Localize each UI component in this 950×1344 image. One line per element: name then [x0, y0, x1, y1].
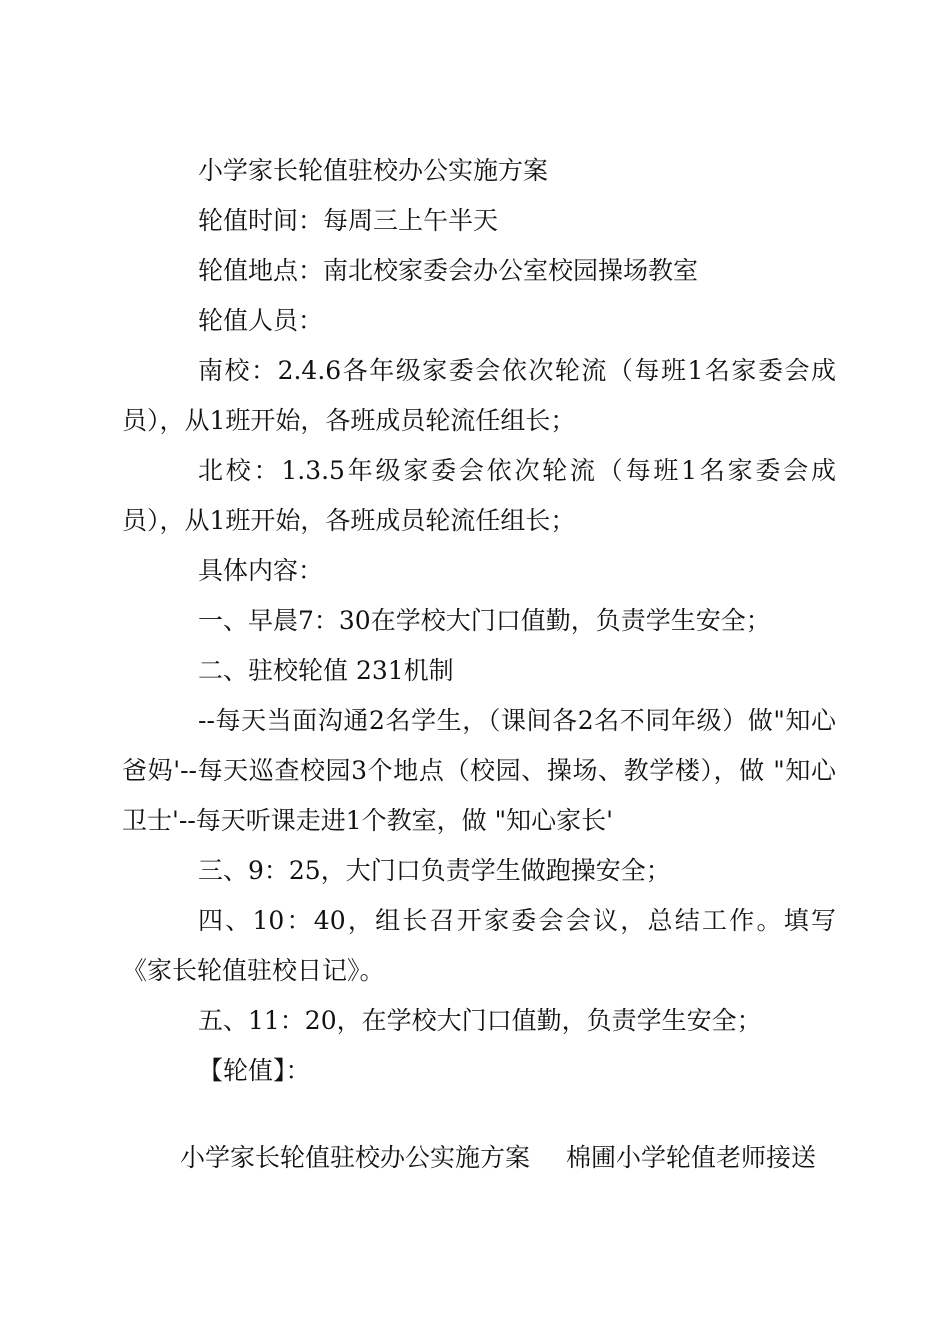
item-two: 二、驻校轮值 231机制 — [198, 656, 454, 685]
item-four: 四、10：40，组长召开家委会会议，总结工作。填写《家长轮值驻校日记》。 — [122, 906, 836, 985]
duty-time: 轮值时间：每周三上午半天 — [198, 206, 499, 235]
document-body — [122, 146, 836, 1096]
section-tag: 【轮值】： — [198, 1056, 311, 1085]
content-label: 具体内容： — [198, 556, 324, 585]
document-title: 小学家长轮值驻校办公实施方案 — [198, 156, 549, 185]
related-title-left: 小学家长轮值驻校办公实施方案 — [180, 1143, 531, 1172]
related-links-line — [180, 1136, 840, 1180]
duty-people-label: 轮值人员： — [198, 306, 324, 335]
item-three: 三、9：25，大门口负责学生做跑操安全； — [198, 856, 671, 885]
south-campus-paragraph: 南校：2.4.6各年级家委会依次轮流（每班1名家委会成员），从1班开始，各班成员轮流任组长； — [122, 356, 836, 435]
item-one: 一、早晨7：30在学校大门口值勤，负责学生安全； — [198, 606, 771, 635]
item-two-detail: --每天当面沟通2名学生，（课间各2名不同年级）做"知心爸妈'--每天巡查校园3个地点（校园、操场、教学楼），做 "知心卫士'--每天听课走进1个教室，做 "知心家长' — [122, 706, 836, 835]
duty-place: 轮值地点：南北校家委会办公室校园操场教室 — [198, 256, 699, 285]
related-title-right: 棉圃小学轮值老师接送 — [566, 1143, 817, 1172]
item-five: 五、11：20，在学校大门口值勤，负责学生安全； — [198, 1006, 762, 1035]
north-campus-paragraph: 北校：1.3.5年级家委会依次轮流（每班1名家委会成员），从1班开始，各班成员轮流任组长； — [122, 456, 836, 535]
